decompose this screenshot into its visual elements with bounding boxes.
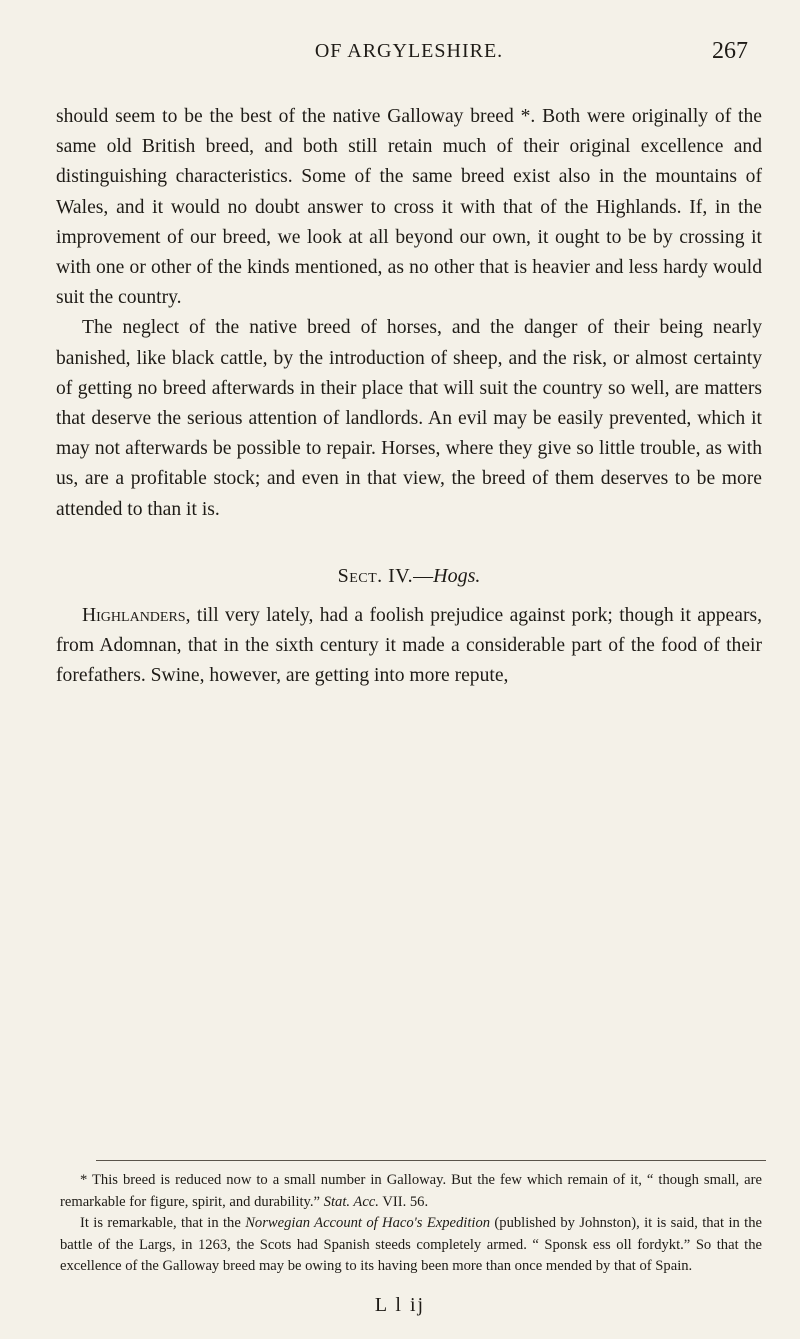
paragraph-hogs xyxy=(56,601,762,692)
page-number: 267 xyxy=(712,38,748,64)
footnote-2-title: Norwegian Account of Haco's Expedition xyxy=(245,1215,491,1232)
section-heading xyxy=(56,561,762,591)
main-text xyxy=(56,102,762,692)
footnote-2-text: (published by Johnston), it is said, that in the battle of the Largs, in 1263, the Scots had Spanish steeds completely armed. “ Sponsk ess oll fordykt.” So that the excellence of the Galloway breed may be owing to its having been more than once mended by that of Spain. xyxy=(60,1215,762,1275)
footnote-1-text: * This breed is reduced now to a small number in Galloway. But the few which remain of it, “ though small, are remarkable for figure, spirit, and durability.” xyxy=(60,1172,762,1210)
footnote-1-reference: Stat. Acc. xyxy=(323,1193,379,1210)
footnote-2 xyxy=(60,1213,762,1278)
page-header xyxy=(60,40,758,80)
paragraph-horses: The neglect of the native breed of horses, and the danger of their being nearly banished, like black cattle, by the introduction of sheep, and the risk, or almost certainty of getting no breed afterwards in their place that will suit the country so well, are matters that deserve the serious attention of landlords. An evil may be easily prevented, which it may not afterwards be possible to repair. Horses, where they give so little trouble, as with us, are a profitable stock; and even in that view, the breed of them deserves to be more attended to than it is. xyxy=(56,317,762,520)
footnote-1-reference-end: VII. 56. xyxy=(378,1193,429,1210)
section-dash: — xyxy=(413,564,434,587)
signature-mark: L l ij xyxy=(374,1294,426,1316)
paragraph-hogs-text: till very lately, had a foolish prejudice against pork; though it appears, from Adomnan, that in the sixth century it made a considerable part of the food of their forefathers. Swine, however, are getting into more repute, xyxy=(56,605,762,687)
footnotes xyxy=(60,1170,762,1278)
footnote-1 xyxy=(60,1170,762,1213)
section-number: Sect. IV. xyxy=(337,564,414,587)
paragraph-lead-word: Highlanders, xyxy=(82,605,191,627)
paragraph-continued: should seem to be the best of the native Galloway breed *. Both were originally of the same old British breed, and both still retain much of their original excellence and distinguishing characteristics. Some of the same breed exist also in the mountains of Wales, and it would no doubt answer to cross it with that of the Highlands. If, in the improvement of our breed, we look at all beyond our own, it ought to be by crossing it with one or other of the kinds mentioned, as no other that is heavier and less hardy would suit the country. xyxy=(56,106,762,309)
running-head: OF ARGYLESHIRE. xyxy=(314,40,504,62)
footnote-rule xyxy=(96,1160,766,1161)
footnote-2-start: It is remarkable, that in the xyxy=(80,1215,246,1232)
section-title: Hogs. xyxy=(433,564,481,587)
